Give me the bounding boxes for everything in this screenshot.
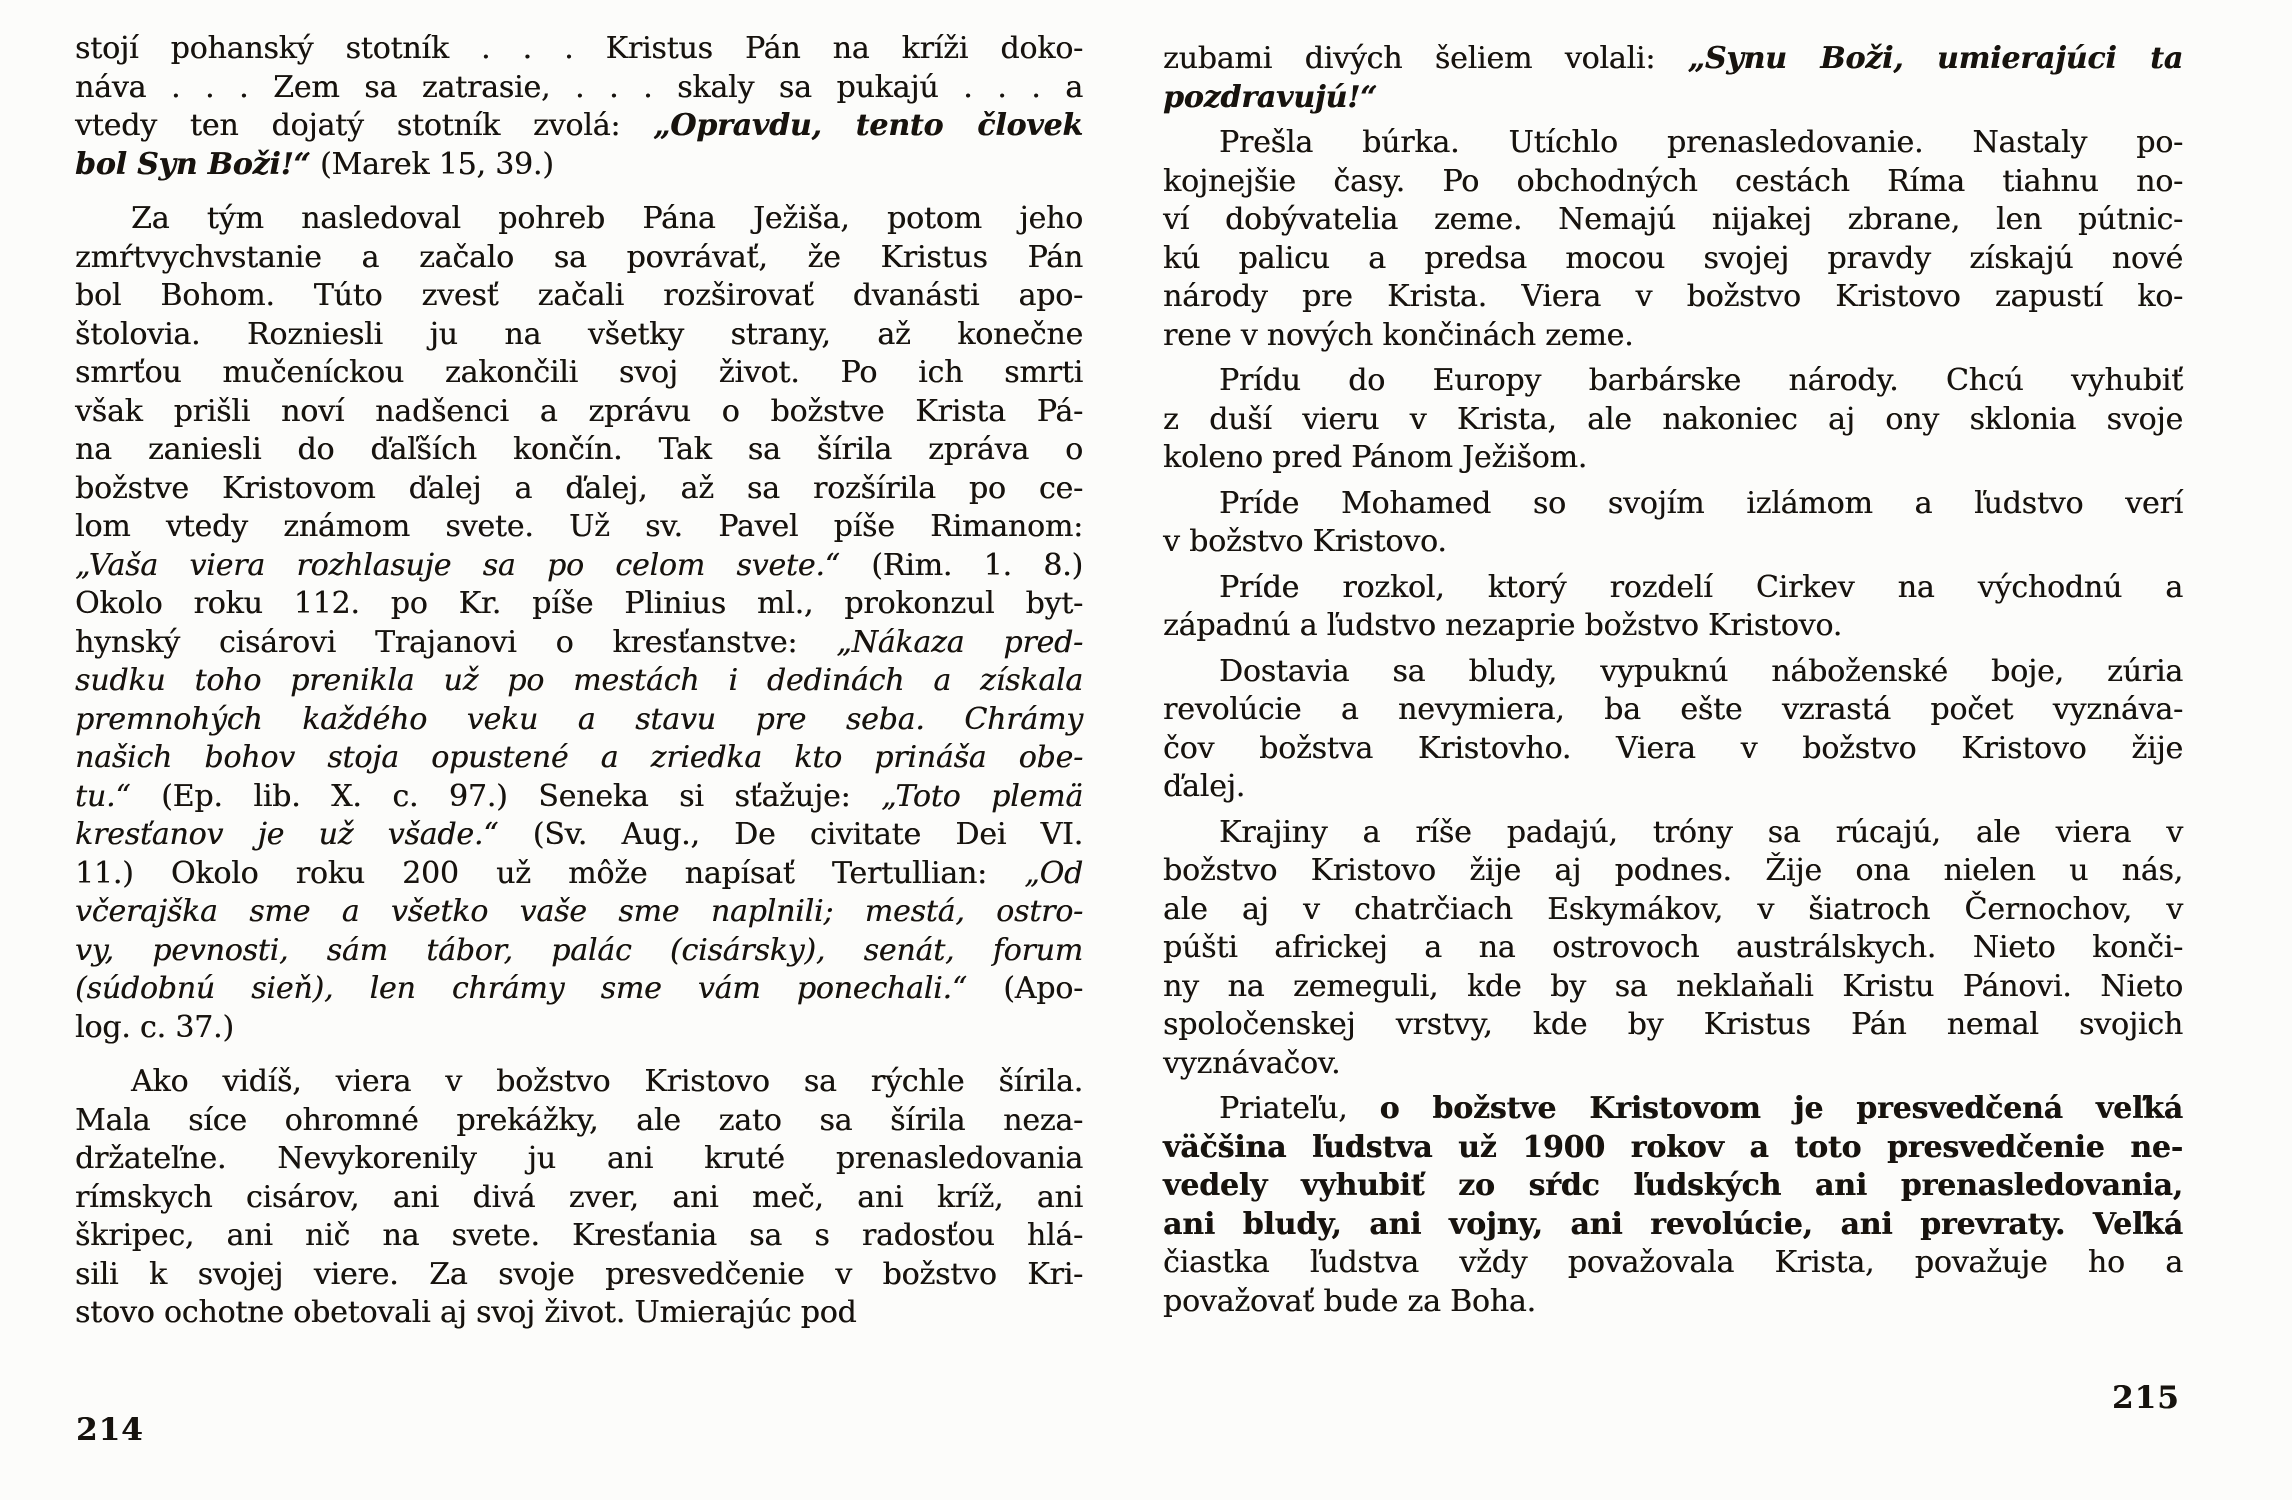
text-segment: božstve Kristovom ďalej a ďalej, až sa rozšírila po ce- [75,470,1083,506]
text-segment: hynský cisárovi Trajanovi o kresťanstve: [75,624,837,660]
text-line [75,508,1083,547]
text-line [1163,201,2183,240]
text-line [1163,1006,2183,1045]
text-line [75,1009,1083,1048]
paragraph [1163,653,2183,807]
text-line [1163,1167,2183,1206]
text-line [75,146,1083,185]
text-line [75,816,1083,855]
text-line [1163,891,2183,930]
text-line [75,354,1083,393]
text-segment: vyznávačov. [1163,1045,1341,1081]
text-segment: sudku toho prenikla už po mestách i dedinách a získala [75,663,1083,698]
text-segment: náva . . . Zem sa zatrasie, . . . skaly sa pukajú . . . a [75,69,1083,105]
text-line [75,739,1083,778]
text-line [75,547,1083,586]
text-segment: z duší vieru v Krista, ale nakoniec aj ony sklonia svoje [1163,401,2183,437]
page-left-text-column [75,30,1083,1333]
text-segment: (Sv. Aug., De civitate Dei VI. [498,817,1083,852]
text-segment: vy, pevnosti, sám tábor, palác (cisársky), senát, forum [75,932,1083,968]
text-segment: čov božstva Kristovho. Viera v božstvo Kristovo žije [1163,730,2183,766]
page-number-right: 215 [2112,1380,2180,1416]
text-line [75,69,1083,108]
text-segment: Priateľu, [1219,1091,1380,1126]
text-line [1163,439,2183,478]
text-segment: koleno pred Pánom Ježišom. [1163,440,1588,475]
text-line [75,1217,1083,1256]
text-segment: v božstvo Kristovo. [1163,524,1447,559]
text-segment: kú palicu a predsa mocou svojej pravdy získajú nové [1163,240,2183,276]
text-segment: Prídu do Europy barbárske národy. Chcú vyhubiť [1219,363,2183,398]
text-line [75,932,1083,971]
text-segment: považovať bude za Boha. [1163,1283,1536,1319]
text-segment: tu.“ [75,778,131,814]
text-segment: kresťanov je už všade.“ [75,817,499,852]
text-line [1163,730,2183,769]
text-segment: ďalej. [1163,769,1246,804]
paragraph [75,200,1083,1047]
paragraph [1163,362,2183,478]
text-segment: zubami divých šeliem volali: [1163,41,1688,76]
text-line [1163,653,2183,692]
text-segment: pozdravujú!“ [1163,79,1378,115]
text-segment: Krajiny a ríše padajú, tróny sa rúcajú, ale viera v [1219,814,2183,850]
text-segment: Mala síce ohromné prekážky, ale zato sa šírila neza- [75,1102,1083,1138]
text-line [75,970,1083,1009]
paragraph [1163,569,2183,646]
text-line [1163,852,2183,891]
text-segment: včerajška sme a všetko vaše sme naplnili; mestá, ostro- [75,894,1083,929]
text-line [1163,124,2183,163]
text-line [1163,40,2183,79]
text-segment: 11.) Okolo roku 200 už môže napísať Tertullian: [75,855,1025,891]
text-line [1163,929,2183,968]
text-segment: sili k svojej viere. Za svoje presvedčenie v božstvo Kri- [75,1256,1083,1292]
text-line [1163,240,2183,279]
text-line [1163,691,2183,730]
paragraph [75,30,1083,184]
text-line [1163,1283,2183,1322]
text-segment: (súdobnú sieň), len chrámy sme vám ponechali.“ [75,971,967,1006]
text-segment: „Nákaza pred- [836,624,1083,660]
text-segment: väčšina ľudstva už 1900 rokov a toto presvedčenie ne- [1163,1129,2183,1165]
text-line [75,239,1083,278]
text-segment: bol Bohom. Túto zvesť začali rozširovať dvanásti apo- [75,278,1083,313]
text-line [75,393,1083,432]
text-line [1163,317,2183,356]
text-segment: národy pre Krista. Viera v božstvo Kristovo zapustí ko- [1163,279,2183,314]
text-line [75,778,1083,817]
text-line [1163,1090,2183,1129]
text-line [75,585,1083,624]
paragraph [1163,814,2183,1084]
text-segment: spoločenskej vrstvy, kde by Kristus Pán nemal svojich [1163,1007,2183,1042]
text-segment: ale aj v chatrčiach Eskymákov, v šiatroch Černochov, v [1163,891,2183,927]
text-line [75,855,1083,894]
text-segment: „Od [1024,855,1083,891]
text-segment: zmŕtvychvstanie a začalo sa povrávať, že Kristus Pán [75,239,1083,275]
text-segment: log. c. 37.) [75,1009,234,1045]
text-segment: ny na zemeguli, kde by sa neklaňali Kristu Pánovi. Nieto [1163,968,2183,1004]
text-segment: kojnejšie časy. Po obchodných cestách Ríma tiahnu no- [1163,163,2183,199]
text-segment: Dostavia sa bludy, vypuknú náboženské boje, zúria [1219,653,2183,689]
text-line [75,893,1083,932]
text-line [75,1179,1083,1218]
text-segment: Príde Mohamed so svojím izlámom a ľudstvo verí [1219,485,2183,521]
text-segment: bol Syn Boži!“ [75,146,311,182]
text-line [75,107,1083,146]
text-line [75,200,1083,239]
text-segment: „Toto plemä [881,778,1084,814]
text-segment: Ako vidíš, viera v božstvo Kristovo sa rýchle šírila. [131,1064,1083,1099]
text-segment: „Opravdu, tento človek [653,108,1083,143]
text-segment: rímskych cisárov, ani divá zver, ani meč, ani kríž, ani [75,1179,1083,1215]
page-right-text-column [1163,40,2183,1321]
text-line [75,470,1083,509]
text-line [1163,1244,2183,1283]
text-segment: (Rim. 1. 8.) [839,547,1083,583]
text-line [75,1256,1083,1295]
text-segment: premnohých každého veku a stavu pre seba. Chrámy [75,701,1083,737]
text-segment: ví dobývatelia zeme. Nemajú nijakej zbrane, len pútnic- [1163,202,2183,237]
text-line [75,1063,1083,1102]
paragraph [1163,124,2183,355]
text-segment: smrťou mučeníckou zakončili svoj život. Po ich smrti [75,355,1083,390]
text-segment: „Synu Boži, umierajúci ta [1687,41,2184,76]
text-line [1163,1206,2183,1245]
text-segment: rene v nových končinách zeme. [1163,317,1634,353]
paragraph [75,1063,1083,1333]
text-segment: však prišli noví nadšenci a zprávu o božstve Krista Pá- [75,393,1083,429]
text-segment: stovo ochotne obetovali aj svoj život. Umierajúc pod [75,1295,857,1330]
text-line [1163,79,2183,118]
text-segment: škripec, ani nič na svete. Kresťania sa s radosťou hlá- [75,1218,1083,1253]
text-segment: lom vtedy známom svete. Už sv. Pavel píše Rimanom: [75,509,1083,544]
text-segment: „Vaša viera rozhlasuje sa po celom svete.“ [75,547,840,583]
text-line [1163,401,2183,440]
text-line [1163,814,2183,853]
text-segment: ani bludy, ani vojny, ani revolúcie, ani prevraty. Veľká [1163,1206,2183,1242]
text-line [75,316,1083,355]
text-segment: čiastka ľudstva vždy považovala Krista, považuje ho a [1163,1245,2183,1280]
text-line [75,624,1083,663]
text-line [75,701,1083,740]
text-segment: (Apo- [967,971,1084,1006]
text-line [75,30,1083,69]
text-line [1163,163,2183,202]
text-line [1163,278,2183,317]
text-segment: stojí pohanský stotník . . . Kristus Pán na kríži doko- [75,31,1083,66]
text-segment: našich bohov stoja opustené a zriedka kto prináša obe- [75,740,1083,775]
text-line [75,431,1083,470]
text-segment: na zaniesli do ďaľších končín. Tak sa šírila zpráva o [75,432,1083,467]
text-segment: Za tým nasledoval pohreb Pána Ježiša, potom jeho [131,201,1083,236]
text-line [1163,768,2183,807]
text-line [75,662,1083,701]
paragraph [1163,1090,2183,1321]
text-line [1163,1129,2183,1168]
text-line [1163,523,2183,562]
text-line [75,1140,1083,1179]
text-segment: božstvo Kristovo žije aj podnes. Žije ona nielen u nás, [1163,853,2183,888]
text-line [1163,362,2183,401]
text-segment: (Ep. lib. X. c. 97.) Seneka si sťažuje: [130,778,882,814]
text-segment: vedely vyhubiť zo sŕdc ľudských ani prenasledovania, [1163,1168,2183,1203]
text-segment: západnú a ľudstvo nezaprie božstvo Kristovo. [1163,608,1843,643]
text-segment: vtedy ten dojatý stotník zvolá: [75,108,654,143]
text-segment: držateľne. Nevykorenily ju ani kruté prenasledovania [75,1141,1083,1176]
text-line [75,1102,1083,1141]
text-line [1163,1045,2183,1084]
text-line [1163,968,2183,1007]
text-segment: (Marek 15, 39.) [310,146,554,182]
text-segment: Okolo roku 112. po Kr. píše Plinius ml., prokonzul byt- [75,586,1083,621]
text-line [1163,485,2183,524]
text-line [1163,569,2183,608]
text-segment: Prešla búrka. Utíchlo prenasledovanie. Nastaly po- [1219,125,2183,160]
paragraph [1163,485,2183,562]
text-segment: o božstve Kristovom je presvedčená veľká [1379,1091,2183,1126]
text-line [1163,607,2183,646]
paragraph [1163,40,2183,117]
text-segment: púšti africkej a na ostrovoch austrálskych. Nieto konči- [1163,930,2183,965]
text-segment: štolovia. Rozniesli ju na všetky strany, až konečne [75,316,1083,352]
text-line [75,1294,1083,1333]
text-line [75,277,1083,316]
text-segment: Príde rozkol, ktorý rozdelí Cirkev na východnú a [1219,569,2183,605]
page-number-left: 214 [76,1412,144,1448]
text-segment: revolúcie a nevymiera, ba ešte vzrastá počet vyznáva- [1163,692,2183,727]
